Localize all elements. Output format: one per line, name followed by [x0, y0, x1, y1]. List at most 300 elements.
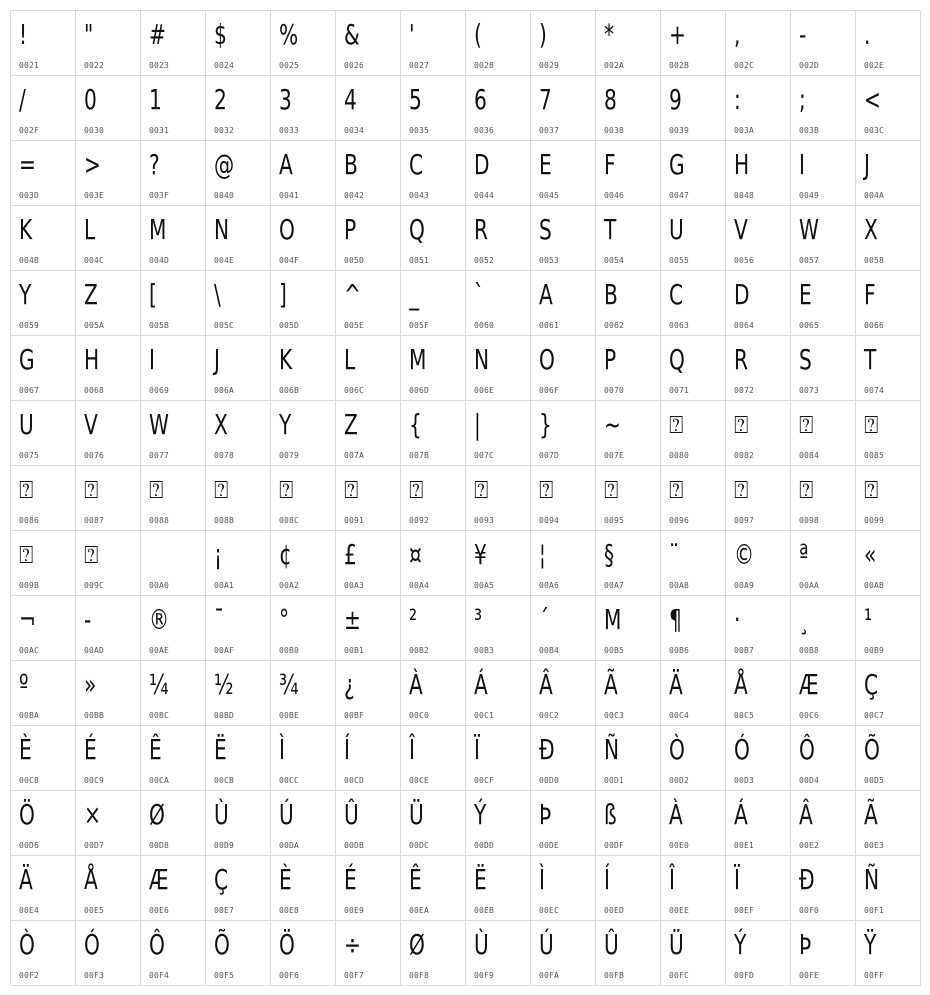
- glyph-cell: [531, 401, 596, 466]
- glyph-sample: ÷: [344, 928, 361, 961]
- glyph-sample: D: [474, 148, 490, 181]
- glyph-sample: Ã: [864, 798, 878, 831]
- codepoint-label: 004C: [84, 256, 105, 265]
- glyph-sample: Á: [734, 798, 748, 831]
- codepoint-label: 0053: [539, 256, 560, 265]
- glyph-cell: [401, 596, 466, 661]
- glyph-sample: Ÿ: [864, 928, 877, 961]
- glyph-sample: Ì: [279, 733, 285, 766]
- glyph-cell: [76, 661, 141, 726]
- glyph-sample: =: [19, 148, 36, 181]
- glyph-cell: [336, 336, 401, 401]
- codepoint-label: 0033: [279, 126, 300, 135]
- codepoint-label: 0048: [734, 191, 755, 200]
- codepoint-label: 00F8: [409, 971, 430, 980]
- glyph-cell: [531, 76, 596, 141]
- glyph-cell: [856, 531, 921, 596]
- codepoint-label: 0072: [734, 386, 755, 395]
- codepoint-label: 0091: [344, 516, 365, 525]
- glyph-sample: R: [734, 343, 749, 376]
- codepoint-label: 00D9: [214, 841, 235, 850]
- glyph-cell: [76, 856, 141, 921]
- missing-glyph-icon: ⍰: [344, 476, 359, 504]
- glyph-cell: [531, 466, 596, 531]
- glyph-cell: [271, 11, 336, 76]
- codepoint-label: 00C5: [734, 711, 755, 720]
- glyph-sample: X: [864, 213, 878, 246]
- glyph-sample: 6: [474, 83, 487, 116]
- glyph-sample: ¥: [474, 538, 487, 571]
- glyph-sample: ,: [734, 18, 741, 51]
- codepoint-label: 00EC: [539, 906, 560, 915]
- glyph-cell: [661, 531, 726, 596]
- codepoint-label: 00E8: [279, 906, 300, 915]
- glyph-sample: O: [279, 213, 295, 246]
- glyph-sample: ³: [474, 603, 483, 636]
- codepoint-label: 00E6: [149, 906, 170, 915]
- glyph-sample: ·: [734, 603, 741, 636]
- codepoint-label: 0065: [799, 321, 820, 330]
- glyph-cell: [271, 596, 336, 661]
- codepoint-label: 00A9: [734, 581, 755, 590]
- glyph-cell: [856, 726, 921, 791]
- glyph-cell: [856, 791, 921, 856]
- glyph-cell: [596, 661, 661, 726]
- glyph-cell: [76, 206, 141, 271]
- glyph-sample: ?: [149, 148, 160, 181]
- glyph-cell: [336, 661, 401, 726]
- codepoint-label: 00A4: [409, 581, 430, 590]
- glyph-cell: [466, 401, 531, 466]
- glyph-sample: $: [214, 18, 227, 51]
- glyph-cell: [336, 726, 401, 791]
- glyph-sample: Î: [669, 863, 675, 896]
- codepoint-label: 003B: [799, 126, 820, 135]
- glyph-cell: [336, 791, 401, 856]
- glyph-cell: [726, 531, 791, 596]
- codepoint-label: 00C3: [604, 711, 625, 720]
- missing-glyph-icon: ⍰: [279, 476, 294, 504]
- glyph-cell: [271, 76, 336, 141]
- glyph-cell: [336, 401, 401, 466]
- charmap-grid: [10, 10, 920, 985]
- glyph-cell: [466, 336, 531, 401]
- codepoint-label: 0084: [799, 451, 820, 460]
- missing-glyph-icon: ⍰: [669, 411, 684, 439]
- codepoint-label: 00CD: [344, 776, 365, 785]
- glyph-cell: [661, 206, 726, 271]
- glyph-sample: Þ: [799, 928, 812, 961]
- glyph-sample: Ü: [409, 798, 424, 831]
- glyph-sample: J: [214, 343, 220, 376]
- glyph-sample: Ù: [474, 928, 489, 961]
- codepoint-label: 0051: [409, 256, 430, 265]
- codepoint-label: 002A: [604, 61, 625, 70]
- codepoint-label: 004E: [214, 256, 235, 265]
- glyph-cell: [791, 726, 856, 791]
- codepoint-label: 0037: [539, 126, 560, 135]
- codepoint-label: 00ED: [604, 906, 625, 915]
- glyph-cell: [206, 271, 271, 336]
- glyph-cell: [271, 661, 336, 726]
- glyph-cell: [856, 11, 921, 76]
- glyph-sample: Ä: [19, 863, 33, 896]
- missing-glyph-icon: ⍰: [149, 476, 164, 504]
- glyph-sample: W: [149, 408, 169, 441]
- glyph-cell: [726, 271, 791, 336]
- glyph-cell: [661, 596, 726, 661]
- codepoint-label: 00CE: [409, 776, 430, 785]
- glyph-sample: Ë: [214, 733, 227, 766]
- glyph-sample: 7: [539, 83, 552, 116]
- codepoint-label: 0036: [474, 126, 495, 135]
- glyph-sample: H: [84, 343, 100, 376]
- glyph-cell: [856, 206, 921, 271]
- glyph-cell: [791, 531, 856, 596]
- missing-glyph-icon: ⍰: [19, 476, 34, 504]
- glyph-cell: [661, 466, 726, 531]
- glyph-sample: Ù: [214, 798, 229, 831]
- glyph-sample: @: [214, 148, 235, 181]
- glyph-sample: §: [604, 538, 615, 571]
- glyph-cell: [11, 401, 76, 466]
- glyph-cell: [11, 726, 76, 791]
- codepoint-label: 00E2: [799, 841, 820, 850]
- glyph-sample: Ç: [864, 668, 879, 701]
- glyph-sample: *: [604, 18, 615, 51]
- glyph-sample: (: [474, 18, 482, 51]
- glyph-sample: Ú: [539, 928, 554, 961]
- glyph-cell: [466, 661, 531, 726]
- codepoint-label: 0031: [149, 126, 170, 135]
- glyph-cell: [856, 141, 921, 206]
- codepoint-label: 0023: [149, 61, 170, 70]
- codepoint-label: 00A0: [149, 581, 170, 590]
- codepoint-label: 0042: [344, 191, 365, 200]
- codepoint-label: 00CB: [214, 776, 235, 785]
- codepoint-label: 009C: [84, 581, 105, 590]
- glyph-sample: Õ: [864, 733, 880, 766]
- glyph-sample: -: [799, 18, 807, 51]
- glyph-sample: ±: [344, 603, 361, 636]
- glyph-cell: [531, 661, 596, 726]
- codepoint-label: 00A3: [344, 581, 365, 590]
- glyph-sample: Ð: [799, 863, 815, 896]
- codepoint-label: 0077: [149, 451, 170, 460]
- glyph-sample: É: [84, 733, 97, 766]
- codepoint-label: 00EE: [669, 906, 690, 915]
- codepoint-label: 00A7: [604, 581, 625, 590]
- glyph-sample: Ó: [734, 733, 750, 766]
- glyph-cell: [726, 206, 791, 271]
- glyph-cell: [596, 76, 661, 141]
- codepoint-label: 004D: [149, 256, 170, 265]
- codepoint-label: 006A: [214, 386, 235, 395]
- missing-glyph-icon: ⍰: [864, 476, 879, 504]
- codepoint-label: 00D7: [84, 841, 105, 850]
- glyph-cell: [141, 791, 206, 856]
- glyph-cell: [11, 141, 76, 206]
- glyph-sample: Û: [604, 928, 619, 961]
- glyph-sample: O: [539, 343, 555, 376]
- glyph-sample: ¬: [19, 603, 36, 636]
- glyph-cell: [856, 596, 921, 661]
- glyph-sample: À: [669, 798, 683, 831]
- glyph-cell: [856, 271, 921, 336]
- glyph-cell: [76, 726, 141, 791]
- glyph-sample: /: [19, 83, 26, 116]
- codepoint-label: 006F: [539, 386, 560, 395]
- glyph-cell: [141, 466, 206, 531]
- codepoint-label: 0056: [734, 256, 755, 265]
- codepoint-label: 0058: [864, 256, 885, 265]
- glyph-cell: [661, 336, 726, 401]
- codepoint-label: 00C7: [864, 711, 885, 720]
- codepoint-label: 00B1: [344, 646, 365, 655]
- glyph-cell: [466, 11, 531, 76]
- missing-glyph-icon: ⍰: [539, 476, 554, 504]
- codepoint-label: 002C: [734, 61, 755, 70]
- glyph-sample: Ö: [19, 798, 35, 831]
- glyph-cell: [856, 336, 921, 401]
- glyph-cell: [531, 206, 596, 271]
- glyph-cell: [271, 336, 336, 401]
- codepoint-label: 0078: [214, 451, 235, 460]
- missing-glyph-icon: ⍰: [214, 476, 229, 504]
- glyph-cell: [466, 921, 531, 986]
- codepoint-label: 00C8: [19, 776, 40, 785]
- codepoint-label: 0040: [214, 191, 235, 200]
- codepoint-label: 00F5: [214, 971, 235, 980]
- glyph-cell: [726, 336, 791, 401]
- glyph-sample: É: [344, 863, 357, 896]
- glyph-sample: Î: [409, 733, 415, 766]
- glyph-cell: [466, 206, 531, 271]
- glyph-cell: [466, 271, 531, 336]
- codepoint-label: 00BC: [149, 711, 170, 720]
- glyph-cell: [271, 791, 336, 856]
- glyph-sample: `: [474, 278, 485, 311]
- glyph-cell: [401, 531, 466, 596]
- codepoint-label: 00A8: [669, 581, 690, 590]
- codepoint-label: 0024: [214, 61, 235, 70]
- glyph-cell: [11, 921, 76, 986]
- codepoint-label: 00FA: [539, 971, 560, 980]
- glyph-sample: Ô: [799, 733, 815, 766]
- glyph-sample: ': [409, 18, 415, 51]
- codepoint-label: 00F1: [864, 906, 885, 915]
- codepoint-label: 00A1: [214, 581, 235, 590]
- codepoint-label: 0067: [19, 386, 40, 395]
- glyph-sample: Õ: [214, 928, 230, 961]
- glyph-sample: ¾: [279, 668, 299, 701]
- glyph-sample: !: [19, 18, 28, 51]
- glyph-sample: ¤: [409, 538, 422, 571]
- missing-glyph-icon: ⍰: [669, 476, 684, 504]
- codepoint-label: 0029: [539, 61, 560, 70]
- missing-glyph-icon: ⍰: [474, 476, 489, 504]
- codepoint-label: 0095: [604, 516, 625, 525]
- glyph-cell: [466, 141, 531, 206]
- glyph-sample: Ó: [84, 928, 100, 961]
- missing-glyph-icon: ⍰: [84, 541, 99, 569]
- glyph-cell: [466, 531, 531, 596]
- glyph-sample: ß: [604, 798, 617, 831]
- glyph-sample: Ë: [474, 863, 487, 896]
- glyph-cell: [661, 11, 726, 76]
- codepoint-label: 00FD: [734, 971, 755, 980]
- glyph-cell: [791, 856, 856, 921]
- glyph-cell: [596, 596, 661, 661]
- glyph-sample: K: [19, 213, 33, 246]
- glyph-cell: [206, 466, 271, 531]
- codepoint-label: 00E3: [864, 841, 885, 850]
- glyph-sample: ~: [604, 408, 621, 441]
- glyph-cell: [76, 531, 141, 596]
- codepoint-label: 00D8: [149, 841, 170, 850]
- glyph-sample: Ê: [149, 733, 162, 766]
- codepoint-label: 003C: [864, 126, 885, 135]
- glyph-sample: ®: [149, 603, 170, 636]
- missing-glyph-icon: ⍰: [864, 411, 879, 439]
- codepoint-label: 00D0: [539, 776, 560, 785]
- glyph-cell: [596, 336, 661, 401]
- codepoint-label: 008B: [214, 516, 235, 525]
- codepoint-label: 00D3: [734, 776, 755, 785]
- glyph-sample: N: [474, 343, 490, 376]
- codepoint-label: 002D: [799, 61, 820, 70]
- glyph-cell: [791, 141, 856, 206]
- glyph-cell: [466, 856, 531, 921]
- codepoint-label: 0025: [279, 61, 300, 70]
- glyph-sample: ²: [409, 603, 418, 636]
- glyph-sample: V: [84, 408, 98, 441]
- codepoint-label: 0039: [669, 126, 690, 135]
- glyph-cell: [726, 401, 791, 466]
- glyph-cell: [661, 661, 726, 726]
- glyph-sample: Ä: [669, 668, 683, 701]
- glyph-sample: Ì: [539, 863, 545, 896]
- missing-glyph-icon: ⍰: [734, 476, 749, 504]
- glyph-cell: [76, 141, 141, 206]
- glyph-sample: Í: [344, 733, 350, 766]
- glyph-cell: [206, 336, 271, 401]
- glyph-sample: P: [604, 343, 617, 376]
- codepoint-label: 0064: [734, 321, 755, 330]
- glyph-sample: ¸: [799, 603, 810, 636]
- glyph-cell: [11, 856, 76, 921]
- codepoint-label: 00BA: [19, 711, 40, 720]
- codepoint-label: 003E: [84, 191, 105, 200]
- glyph-sample: S: [539, 213, 552, 246]
- codepoint-label: 0098: [799, 516, 820, 525]
- glyph-cell: [206, 791, 271, 856]
- codepoint-label: 005D: [279, 321, 300, 330]
- glyph-sample: L: [84, 213, 96, 246]
- codepoint-label: 006D: [409, 386, 430, 395]
- glyph-sample: B: [344, 148, 358, 181]
- glyph-cell: [531, 336, 596, 401]
- glyph-cell: [726, 76, 791, 141]
- codepoint-label: 00FB: [604, 971, 625, 980]
- glyph-cell: [596, 856, 661, 921]
- codepoint-label: 0027: [409, 61, 430, 70]
- codepoint-label: 006C: [344, 386, 365, 395]
- codepoint-label: 00FC: [669, 971, 690, 980]
- codepoint-label: 00E5: [84, 906, 105, 915]
- glyph-sample: Y: [19, 278, 32, 311]
- glyph-sample: Ñ: [864, 863, 880, 896]
- glyph-sample: L: [344, 343, 356, 376]
- codepoint-label: 00E9: [344, 906, 365, 915]
- glyph-cell: [271, 856, 336, 921]
- codepoint-label: 00D1: [604, 776, 625, 785]
- glyph-cell: [791, 661, 856, 726]
- codepoint-label: 0066: [864, 321, 885, 330]
- codepoint-label: 0086: [19, 516, 40, 525]
- glyph-sample: ©: [734, 538, 755, 571]
- codepoint-label: 00DD: [474, 841, 495, 850]
- glyph-cell: [596, 531, 661, 596]
- codepoint-label: 0096: [669, 516, 690, 525]
- glyph-cell: [271, 921, 336, 986]
- codepoint-label: 0047: [669, 191, 690, 200]
- glyph-sample: Þ: [539, 798, 552, 831]
- glyph-sample: M: [409, 343, 427, 376]
- glyph-sample: À: [409, 668, 423, 701]
- glyph-sample: P: [344, 213, 357, 246]
- codepoint-label: 0038: [604, 126, 625, 135]
- codepoint-label: 0050: [344, 256, 365, 265]
- glyph-sample: Y: [279, 408, 292, 441]
- codepoint-label: 0028: [474, 61, 495, 70]
- glyph-sample: Z: [344, 408, 358, 441]
- glyph-cell: [336, 466, 401, 531]
- codepoint-label: 0094: [539, 516, 560, 525]
- codepoint-label: 00A6: [539, 581, 560, 590]
- glyph-sample: +: [669, 18, 686, 51]
- codepoint-label: 00B2: [409, 646, 430, 655]
- codepoint-label: 0046: [604, 191, 625, 200]
- glyph-cell: [531, 791, 596, 856]
- codepoint-label: 0080: [669, 451, 690, 460]
- glyph-sample: ¹: [864, 603, 873, 636]
- glyph-cell: [726, 791, 791, 856]
- glyph-cell: [791, 596, 856, 661]
- codepoint-label: 0041: [279, 191, 300, 200]
- glyph-cell: [206, 531, 271, 596]
- glyph-cell: [206, 76, 271, 141]
- glyph-cell: [206, 856, 271, 921]
- codepoint-label: 0063: [669, 321, 690, 330]
- codepoint-label: 00E0: [669, 841, 690, 850]
- glyph-cell: [596, 11, 661, 76]
- codepoint-label: 00D6: [19, 841, 40, 850]
- glyph-cell: [401, 856, 466, 921]
- glyph-cell: [726, 11, 791, 76]
- codepoint-label: 00F0: [799, 906, 820, 915]
- glyph-sample: _: [409, 278, 420, 311]
- codepoint-label: 00F7: [344, 971, 365, 980]
- glyph-cell: [11, 271, 76, 336]
- glyph-cell: [206, 726, 271, 791]
- codepoint-label: 00AD: [84, 646, 105, 655]
- glyph-cell: [531, 11, 596, 76]
- codepoint-label: 002E: [864, 61, 885, 70]
- codepoint-label: 007B: [409, 451, 430, 460]
- codepoint-label: 0075: [19, 451, 40, 460]
- glyph-sample: ¨: [669, 538, 680, 571]
